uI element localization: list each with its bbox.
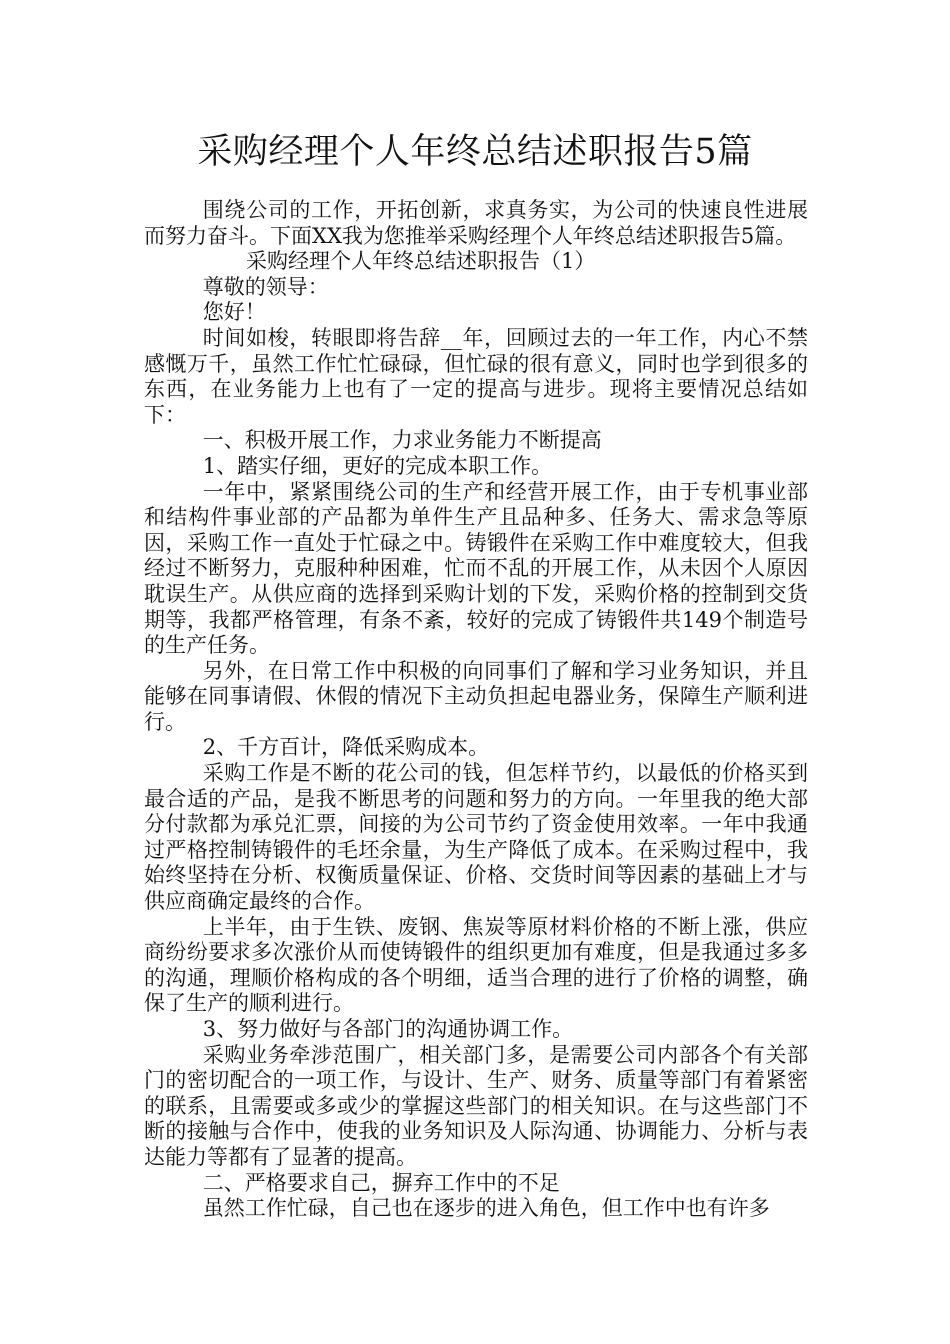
body-paragraph: 时间如梭，转眼即将告辞__年，回顾过去的一年工作，内心不禁感慨万千，虽然工作忙忙碌碌，但忙碌的很有意义，同时也学到很多的东西，在业务能力上也有了一定的提高与进步。现将主要情况总结如下： bbox=[144, 325, 808, 427]
section-heading: 采购经理个人年终总结述职报告（1） bbox=[246, 249, 596, 274]
subheading: 二、严格要求自己，摒弃工作中的不足 bbox=[202, 1170, 560, 1195]
body-paragraph: 虽然工作忙碌，自己也在逐步的进入角色，但工作中也有许多 bbox=[202, 1196, 770, 1221]
greeting: 您好！ bbox=[202, 300, 266, 325]
body-paragraph: 采购业务牵涉范围广，相关部门多，是需要公司内部各个有关部门的密切配合的一项工作，与设计、生产、财务、质量等部门有着紧密的联系，且需要或多或少的掌握这些部门的相关知识。在与这些部门不断的接触与合作中，使我的业务知识及人际沟通、协调能力、分析与表达能力等都有了显著的提高。 bbox=[144, 1042, 808, 1169]
body-paragraph: 一年中，紧紧围绕公司的生产和经营开展工作，由于专机事业部和结构件事业部的产品都为单件生产且品种多、任务大、需求急等原因，采购工作一直处于忙碌之中。铸锻件在采购工作中难度较大，但我经过不断努力，克服种种困难，忙而不乱的开展工作，从未因个人原因耽误生产。从供应商的选择到采购计划的下发，采购价格的控制到交货期等，我都严格管理，有条不紊，较好的完成了铸锻件共149个制造号的生产任务。 bbox=[144, 479, 808, 658]
subheading: 1、踏实仔细，更好的完成本职工作。 bbox=[202, 453, 553, 478]
body-paragraph: 采购工作是不断的花公司的钱，但怎样节约，以最低的价格买到最合适的产品，是我不断思考的问题和努力的方向。一年里我的绝大部分付款都为承兑汇票，间接的为公司节约了资金使用效率。一年中我通过严格控制铸锻件的毛坯余量，为生产降低了成本。在采购过程中，我始终坚持在分析、权衡质量保证、价格、交货时间等因素的基础上才与供应商确定最终的合作。 bbox=[144, 761, 808, 914]
body-paragraph: 另外，在日常工作中积极的向同事们了解和学习业务知识，并且能够在同事请假、休假的情况下主动负担起电器业务，保障生产顺利进行。 bbox=[144, 658, 808, 734]
subheading: 2、千方百计，降低采购成本。 bbox=[202, 735, 490, 760]
document-body bbox=[144, 198, 808, 1222]
document-title: 采购经理个人年终总结述职报告5篇 bbox=[197, 132, 753, 172]
subheading: 3、努力做好与各部门的沟通协调工作。 bbox=[202, 1017, 574, 1041]
body-paragraph: 上半年，由于生铁、废钢、焦炭等原材料价格的不断上涨，供应商纷纷要求多次涨价从而使铸锻件的组织更加有难度，但是我通过多多的沟通，理顺价格构成的各个明细，适当合理的进行了价格的调整，确保了生产的顺利进行。 bbox=[144, 914, 808, 1016]
subheading: 一、积极开展工作，力求业务能力不断提高 bbox=[202, 428, 602, 453]
intro-paragraph: 围绕公司的工作，开拓创新，求真务实，为公司的快速良性进展而努力奋斗。下面XX我为您推举采购经理个人年终总结述职报告5篇。 bbox=[144, 198, 808, 248]
salutation: 尊敬的领导： bbox=[202, 274, 329, 299]
